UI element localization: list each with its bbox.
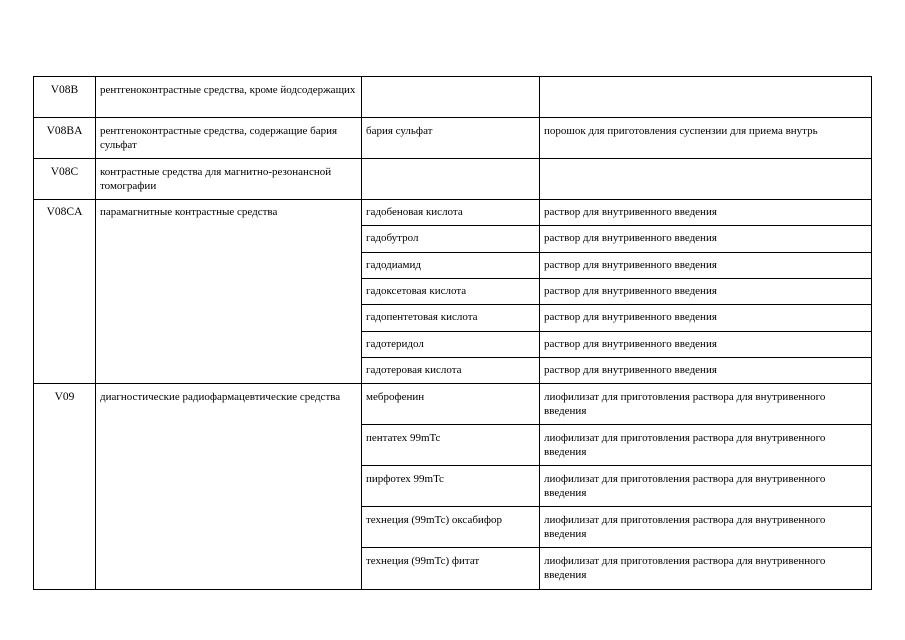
table-row [34, 77, 872, 118]
dosage-form: раствор для внутривенного введения [540, 279, 872, 305]
drug-name [362, 77, 540, 118]
drug-name: гадоксетовая кислота [362, 279, 540, 305]
drug-name: пирфотех 99mTc [362, 466, 540, 507]
dosage-form: лиофилизат для приготовления раствора для внутривенного введения [540, 425, 872, 466]
atc-code: V09 [34, 384, 96, 590]
table-row [34, 118, 872, 159]
dosage-form: раствор для внутривенного введения [540, 358, 872, 384]
atc-code: V08CA [34, 200, 96, 384]
dosage-form: раствор для внутривенного введения [540, 226, 872, 253]
dosage-form [540, 159, 872, 200]
drug-name: гадобеновая кислота [362, 200, 540, 226]
dosage-form: раствор для внутривенного введения [540, 332, 872, 358]
drug-name: гадотеровая кислота [362, 358, 540, 384]
dosage-form: раствор для внутривенного введения [540, 305, 872, 332]
dosage-form: лиофилизат для приготовления раствора для внутривенного введения [540, 548, 872, 590]
drug-name: гадотеридол [362, 332, 540, 358]
dosage-form: лиофилизат для приготовления раствора для внутривенного введения [540, 507, 872, 548]
group-name: рентгеноконтрастные средства, кроме йодсодержащих [96, 77, 362, 118]
drug-classification-table [33, 76, 872, 590]
drug-name [362, 159, 540, 200]
group-name: диагностические радиофармацевтические средства [96, 384, 362, 590]
dosage-form: лиофилизат для приготовления раствора для внутривенного введения [540, 384, 872, 425]
drug-name: меброфенин [362, 384, 540, 425]
drug-name: технеция (99mTc) фитат [362, 548, 540, 590]
table-row [34, 200, 872, 226]
drug-name: гадопентетовая кислота [362, 305, 540, 332]
drug-name: пентатех 99mTc [362, 425, 540, 466]
group-name: парамагнитные контрастные средства [96, 200, 362, 384]
drug-name: технеция (99mTc) оксабифор [362, 507, 540, 548]
group-name: рентгеноконтрастные средства, содержащие бария сульфат [96, 118, 362, 159]
drug-name: гадодиамид [362, 253, 540, 279]
table-row [34, 159, 872, 200]
group-name: контрастные средства для магнитно-резонансной томографии [96, 159, 362, 200]
drug-name: бария сульфат [362, 118, 540, 159]
atc-code: V08C [34, 159, 96, 200]
dosage-form: раствор для внутривенного введения [540, 253, 872, 279]
atc-code: V08BA [34, 118, 96, 159]
table-row [34, 384, 872, 425]
dosage-form: раствор для внутривенного введения [540, 200, 872, 226]
dosage-form: порошок для приготовления суспензии для приема внутрь [540, 118, 872, 159]
dosage-form [540, 77, 872, 118]
drug-name: гадобутрол [362, 226, 540, 253]
dosage-form: лиофилизат для приготовления раствора для внутривенного введения [540, 466, 872, 507]
atc-code: V08B [34, 77, 96, 118]
